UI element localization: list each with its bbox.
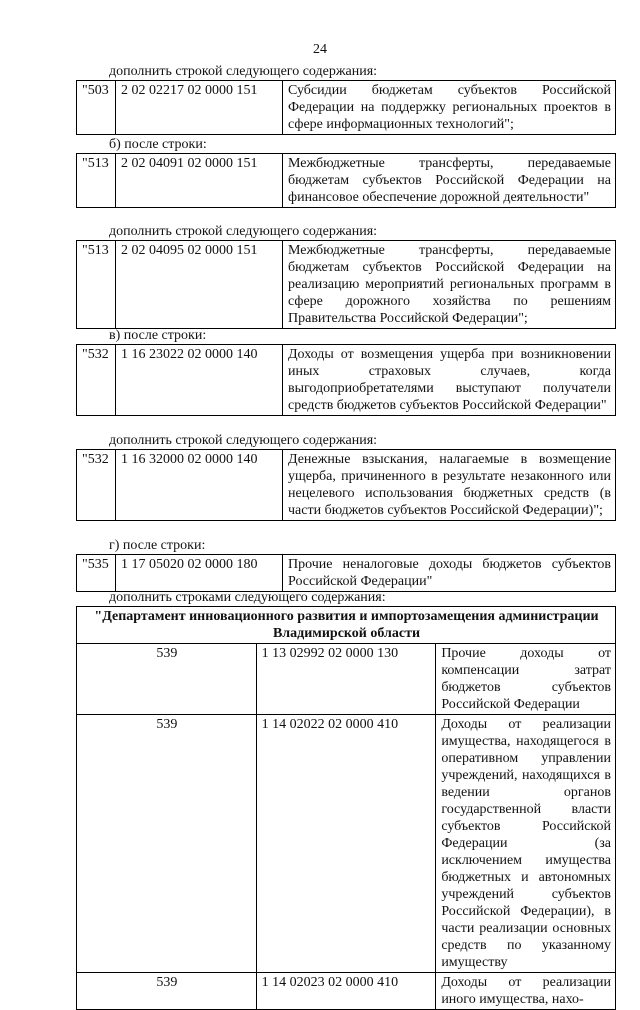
code-cell: "503	[77, 81, 116, 135]
block-note: дополнить строкой следующего содержания:	[109, 64, 378, 79]
block-note: дополнить строкой следующего содержания:	[109, 224, 378, 239]
table-row	[77, 450, 616, 521]
table-row	[77, 241, 616, 329]
code-cell: "532	[77, 450, 116, 521]
table-block	[76, 153, 616, 208]
kbk-cell: 1 14 02022 02 0000 410	[256, 715, 436, 973]
code-cell: 539	[77, 644, 257, 715]
kbk-cell: 1 14 02023 02 0000 410	[256, 973, 436, 1010]
table-row	[77, 973, 616, 1010]
kbk-cell: 1 17 05020 02 0000 180	[116, 555, 283, 592]
table-block	[76, 344, 616, 416]
block-note: г) после строки:	[109, 538, 206, 553]
table-block	[76, 449, 616, 521]
table-block	[76, 606, 616, 1010]
table-row	[77, 154, 616, 208]
block-note: дополнить строкой следующего содержания:	[109, 433, 378, 448]
table-block	[76, 80, 616, 135]
kbk-cell: 1 16 32000 02 0000 140	[116, 450, 283, 521]
description-cell: Доходы от возмещения ущерба при возникновении иных страховых случаев, когда выгодоприобретателями выступают получатели средств бюджетов субъектов Российской Федерации"	[283, 345, 616, 416]
table-row	[77, 345, 616, 416]
block-note: б) после строки:	[109, 137, 207, 152]
table-row	[77, 81, 616, 135]
kbk-cell: 2 02 02217 02 0000 151	[116, 81, 283, 135]
kbk-cell: 2 02 04095 02 0000 151	[116, 241, 283, 329]
page-number: 24	[313, 42, 327, 57]
description-cell: Доходы от реализации имущества, находящегося в оперативном управлении учреждений, находящихся в ведении органов государственной власти субъектов Российской Федерации (за исключением имущества бюджетных и автономных учреждений субъектов Российской Федерации), в части реализации основных средств по указанному имуществу	[436, 715, 616, 973]
code-cell: "532	[77, 345, 116, 416]
table-row	[77, 644, 616, 715]
kbk-cell: 1 13 02992 02 0000 130	[256, 644, 436, 715]
department-header: "Департамент инновационного развития и импортозамещения администрации Владимирской области	[77, 607, 616, 644]
code-cell: 539	[77, 715, 257, 973]
kbk-cell: 1 16 23022 02 0000 140	[116, 345, 283, 416]
block-note: дополнить строками следующего содержания:	[109, 590, 386, 605]
table-block	[76, 554, 616, 592]
department-header-row	[77, 607, 616, 644]
description-cell: Доходы от реализации иного имущества, нахо-	[436, 973, 616, 1010]
block-note: в) после строки:	[109, 328, 207, 343]
code-cell: "513	[77, 241, 116, 329]
code-cell: 539	[77, 973, 257, 1010]
description-cell: Межбюджетные трансферты, передаваемые бюджетам субъектов Российской Федерации на финансовое обеспечение дорожной деятельности"	[283, 154, 616, 208]
description-cell: Межбюджетные трансферты, передаваемые бюджетам субъектов Российской Федерации на реализацию мероприятий региональных программ в сфере дорожного хозяйства по решениям Правительства Российской Федерации";	[283, 241, 616, 329]
code-cell: "513	[77, 154, 116, 208]
table-row	[77, 715, 616, 973]
description-cell: Прочие доходы от компенсации затрат бюджетов субъектов Российской Федерации	[436, 644, 616, 715]
description-cell: Денежные взыскания, налагаемые в возмещение ущерба, причиненного в результате незаконного или нецелевого использования бюджетных средств (в части бюджетов субъектов Российской Федерации)";	[283, 450, 616, 521]
kbk-cell: 2 02 04091 02 0000 151	[116, 154, 283, 208]
description-cell: Прочие неналоговые доходы бюджетов субъектов Российской Федерации"	[283, 555, 616, 592]
table-row	[77, 555, 616, 592]
code-cell: "535	[77, 555, 116, 592]
table-block	[76, 240, 616, 329]
description-cell: Субсидии бюджетам субъектов Российской Федерации на поддержку региональных проектов в сфере информационных технологий";	[283, 81, 616, 135]
